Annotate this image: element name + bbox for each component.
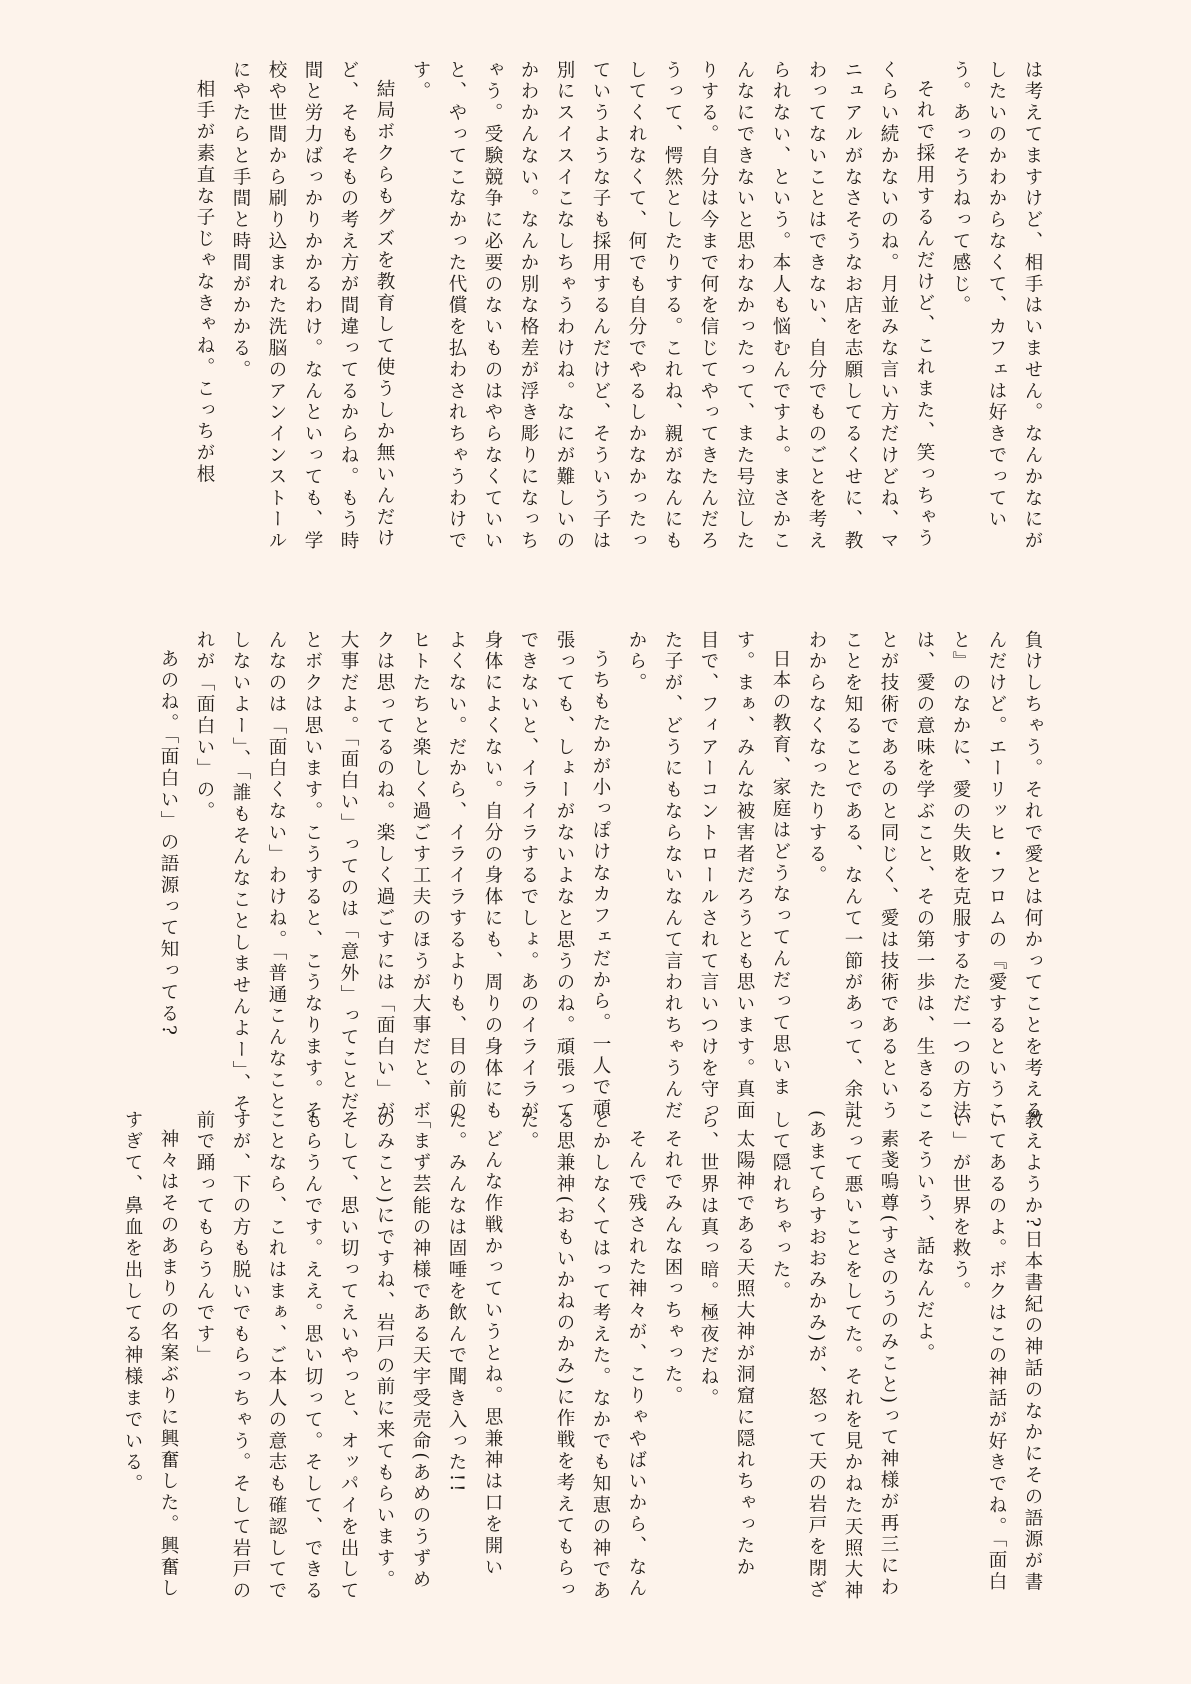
paragraph: 相手が素直な子じゃなきゃね。こっちが根: [194, 78, 215, 486]
paragraph: うちもたかが小っぽけなカフェだから。一人で頑張っても、しょーがないよなと思うのね。頑張ってできないと、イライラするでしょ。あのイライラが身体によくない。自分の身体にも、周りの身体にもよくない。だから、イライラするよりも、目の前のヒトたちと楽しく過ごす工夫のほうが大事だと、ボクは思ってるのね。楽しく過ごすには「面白い」が大事だよ。「面白い」ってのは「意外」ってことだとボクは思います。こうすると、こうなります。そんなのは「面白くない」わけね。「普通こんなことしないよー」、「誰もそんなことしませんよー」、それが「面白い」の。: [194, 630, 611, 1123]
text-block-top: [120, 60, 1050, 565]
paragraph: 神々はそのあまりの名案ぶりに興奮した。興奮しすぎて、鼻血を出してる神様までいる。: [122, 1110, 179, 1600]
paragraph: 結局ボクらもグズを教育して使うしか無いんだけど、そもそもの考え方が間違ってるからね。もう時間と労力ばっかりかかるわけ。なんといっても、学校や世間から刷り込まれた洗脳のアンインストールにやたらと手間と時間がかかる。: [230, 60, 395, 553]
paragraph: それでみんな困っちゃった。: [662, 1128, 683, 1407]
paragraph: 日本の教育、家庭はどうなってんだって思います。まぁ、みんな被害者だろうとも思います。真面目で、フィアーコントロールされて言いつけを守った子が、どうにもならないなんて言われちゃうんだから。: [626, 630, 791, 1123]
paragraph: 太陽神である天照大神が洞窟に隠れちゃったから、世界は真っ暗。極夜だね。: [698, 1110, 755, 1578]
paragraph: は考えてますけど、相手はいません。なんかなにがしたいのかわからなくて、カフェは好きでっていう。あっそうねって感じ。: [950, 60, 1043, 553]
paragraph: あのね。「面白い」の語源って知ってる?: [158, 648, 179, 1038]
paragraph: 素戔嗚尊(すさのうのみこと)って神様が再三にわたって悪いことをしてた。それを見かねた天照大神(あまてらすおおみかみ)が、怒って天の岩戸を閉ざして隠れちゃった。: [770, 1110, 899, 1603]
paragraph: そんで残された神々が、こりゃやばいから、なんとかしなくてはって考えた。なかでも知恵の神である思兼神(おもいかねのかみ)に作戦を考えてもらった。: [518, 1110, 647, 1603]
paragraph: 「まず芸能の神様である天宇受売命(あめのうずめのみこと)にですね、岩戸の前に来てもらいます。そして、思い切ってえいやっと、オッパイを出してもらうんです。ええ。思い切って。そして、できることなら、これはまぁ、ご本人の意志も確認してですが、下の方も脱いでもらっちゃう。そして岩戸の前で踊ってもらうんです」: [194, 1110, 431, 1603]
paragraph: 負けしちゃう。それで愛とは何かってことを考えるんだけど。エーリッヒ・フロムの『愛するということ』のなかに、愛の失敗を克服するただ一つの方法は、愛の意味を学ぶこと、その第一歩は、生きることが技術であるのと同じく、愛は技術であるということを知ることである、なんて一節があって、余計わからなくなったりする。: [806, 630, 1043, 1123]
paragraph: 教えようか?日本書紀の神話のなかにその語源が書いてあるのよ。ボクはこの神話が好きでね。「面白い」が世界を救う。: [950, 1110, 1043, 1594]
text-block-middle: [120, 630, 1050, 1130]
paragraph: そういう、話なんだよ。: [914, 1128, 935, 1364]
paragraph: どんな作戦かっていうとね。思兼神は口を開いた。みんなは固唾を飲んで聞き入った!!: [446, 1110, 503, 1578]
paragraph: それで採用するんだけど、これまた、笑っちゃうくらい続かないのね。月並みな言い方だけどね、マニュアルがなさそうなお店を志願してるくせに、教わってないことはできない、自分でものごとを考えられない、という。本人も悩むんですよ。まさかこんなにできないと思わなかったって、また号泣したりする。自分は今まで何を信じてやってきたんだろうって、愕然としたりする。これね、親がなんにもしてくれなくて、何でも自分でやるしかなかったっていうような子も採用するんだけど、そういう子は別にスイスイこなしちゃうわけね。なにが難しいのかわかんない。なんか別な格差が浮き彫りになっちゃう。受験競争に必要のないものはやらなくていいと、やってこなかった代償を払わされちゃうわけです。: [410, 60, 935, 553]
text-block-bottom: [120, 1110, 1050, 1610]
